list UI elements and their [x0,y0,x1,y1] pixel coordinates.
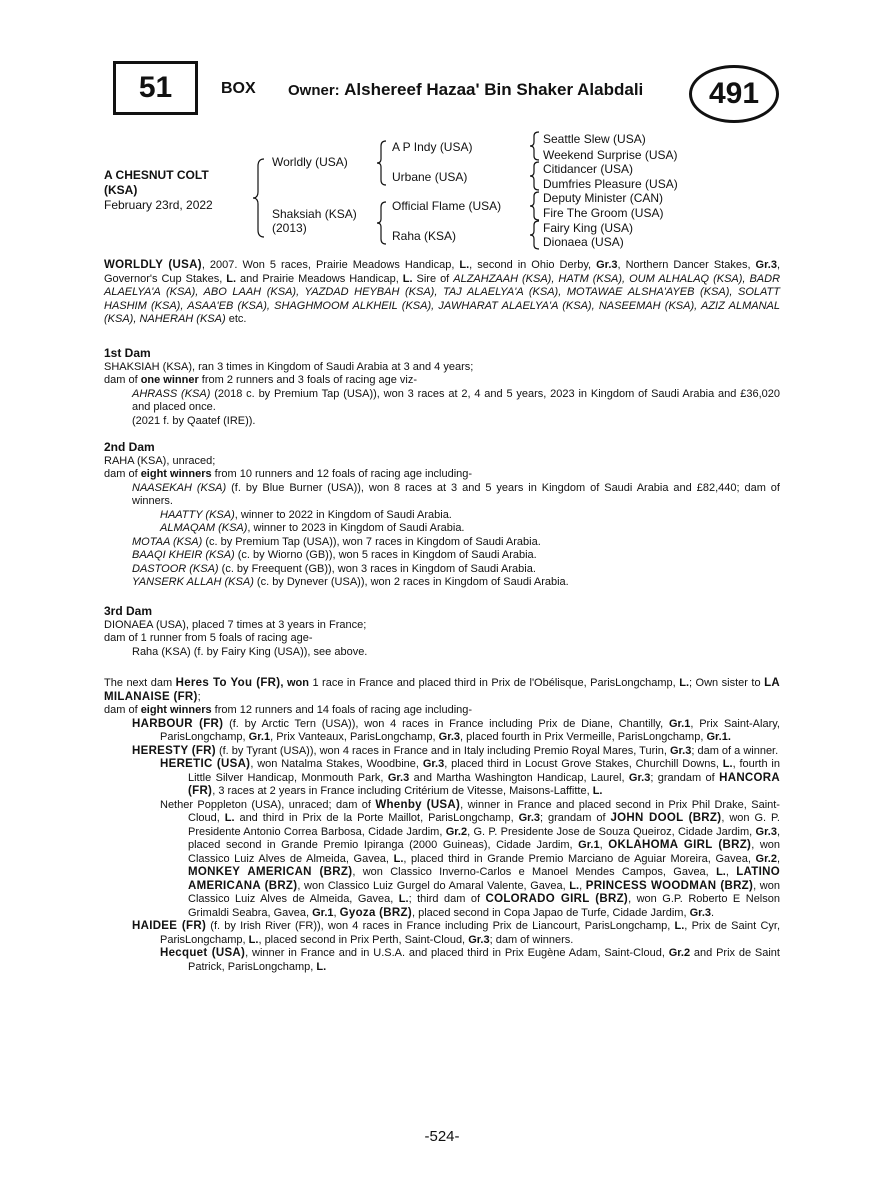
first-dam-section: 1st Dam SHAKSIAH (KSA), ran 3 times in Kingdom of Saudi Arabia at 3 and 4 years; dam of one winner from 2 runners and 3 foals of racing age viz- AHRASS (KSA) (2018 c. by Premium Tap (USA)), won 3 races at 2, 4 and 5 years, 2023 in Kingdom of Saudi Arabia and £36,020 and placed once. (2021 f. by Qaatef (IRE)). [104,346,780,427]
subject-country: (KSA) [104,183,138,197]
hecquet-entry: Hecquet (USA), winner in France and in U.S.A. and placed third in Prix Eugène Adam, Saint-Cloud, Gr.2 and Prix de Saint Patrick, ParisLongchamp, L. [160,947,780,973]
pedigree-g3-3: Citidancer (USA) [543,162,634,176]
pedigree-brace-5 [529,161,541,191]
pedigree-g3-1: Seattle Slew (USA) [543,132,646,146]
heretic-entry: HERETIC (USA), won Natalma Stakes, Woodbine, Gr.3, placed third in Locust Grove Stakes, Churchill Downs, L., fourth in Little Silver Handicap, Monmouth Park, Gr.3 and Martha Washington Handicap, Laurel, Gr.3; grandam of HANCORA (FR), 3 races at 2 years in France including Critérium de Vitesse, Maisons-Laffitte, L. [160,758,780,797]
pedigree-g3-8: Dionaea (USA) [543,235,624,249]
pedigree-brace-3 [376,201,388,245]
pedigree-brace-2 [376,140,388,186]
second-dam-section: 2nd Dam RAHA (KSA), unraced; dam of eight winners from 10 runners and 12 foals of racing age including- NAASEKAH (KSA) (f. by Blue Burner (USA)), won 8 races at 3 and 5 years in Kingdom of Saudi Arabia and £82,440; dam of winners. HAATTY (KSA), winner to 2022 in Kingdom of Saudi Arabia. ALMAQAM (KSA), winner to 2023 in Kingdom of Saudi Arabia. MOTAA (KSA) (c. by Premium Tap (USA)), won 7 races in Kingdom of Saudi Arabia. BAAQI KHEIR (KSA) (c. by Wiorno (GB)), won 5 races in Kingdom of Saudi Arabia. DASTOOR (KSA) (c. by Freequent (GB)), won 3 races in Kingdom of Saudi Arabia. YANSERK ALLAH (KSA) (c. by Dynever (USA)), won 2 races in Kingdom of Saudi Arabia. [104,440,780,588]
haidee-entry: HAIDEE (FR) (f. by Irish River (FR)), won 4 races in France including Prix de Liancourt, ParisLongchamp, L., Prix de Saint Cyr, ParisLongchamp, L., placed second in Prix Perth, Saint-Cloud, Gr.3; dam of winners. [132,920,781,946]
owner-name: Alshereef Hazaa' Bin Shaker Alabdali [344,80,644,99]
third-dam-section: 3rd Dam DIONAEA (USA), placed 7 times at 3 years in France; dam of 1 runner from 5 foals of racing age- Raha (KSA) (f. by Fairy King (USA)), see above. [104,605,780,659]
lot-number: 51 [138,71,173,104]
pedigree-sire: Worldly (USA) [272,155,348,169]
third-dam-heading: 3rd Dam [104,604,153,618]
first-dam-heading: 1st Dam [104,346,151,360]
subject-foaled: February 23rd, 2022 [104,198,213,212]
heresty-entry: HERESTY (FR) (f. by Tyrant (USA)), won 4 races in France and in Italy including Premio Royal Mares, Turin, Gr.3; dam of a winner. [132,744,779,757]
pedigree-brace-6 [529,191,541,221]
sire-progeny: ALZAHZAAH (KSA), HATM (KSA), OUM ALHALAQ (KSA), BADR ALAELYA'A (KSA), ABO LAAH (KSA), YAZDAD HEYBAH (KSA), TAJ ALAELYA'A (KSA), MOTAWAE ALSHA'AYEB (KSA), SOLATT HASHIM (KSA), ASAA'EB (KSA), SHAGHMOOM ALKHEIL (KSA), JAWHARAT ALAELYA'A (KSA), NASEEMAH (KSA), AZIZ ALMANAL (KSA), NAHERAH (KSA) [104,272,781,325]
owner-prefix: Owner: [288,82,340,99]
pedigree-g3-4: Dumfries Pleasure (USA) [543,177,678,191]
next-dam-section: The next dam Heres To You (FR), won 1 race in France and placed third in Prix de l'Obélisque, ParisLongchamp, L.; Own sister to LA MILANAISE (FR); dam of eight winners from 12 runners and 14 foals of racing age including- HARBOUR (FR) (f. by Arctic Tern (USA)), won 4 races in France including Prix de Diane, Chantilly, Gr.1, Prix Saint-Alary, ParisLongchamp, Gr.1, Prix Vanteaux, ParisLongchamp, Gr.3, placed fourth in Prix Vermeille, ParisLongchamp, Gr.1. HERESTY (FR) (f. by Tyrant (USA)), won 4 races in France and in Italy including Premio Royal Mares, Turin, Gr.3; dam of a winner. HERETIC (USA), won Natalma Stakes, Woodbine, Gr.3, placed third in Locust Grove Stakes, Churchill Downs, L., fourth in Little Silver Handicap, Monmouth Park, Gr.3 and Martha Washington Handicap, Laurel, Gr.3; grandam of HANCORA (FR), 3 races at 2 years in France including Critérium de Vitesse, Maisons-Laffitte, L. Nether Poppleton (USA), unraced; dam of Whenby (USA), winner in France and placed second in Prix Phil Drake, Saint-Cloud, L. and third in Prix de la Porte Maillot, ParisLongchamp, Gr.3; grandam of JOHN DOOL (BRZ), won G. P. Presidente Antonio Correa Barbosa, Cidade Jardim, Gr.2, G. P. Presidente Jose de Souza Queiroz, Cidade Jardim, Gr.3, placed second in Grande Premio Ipiranga (2000 Guineas), Cidade Jardim, Gr.1, OKLAHOMA GIRL (BRZ), won Classico Luiz Alves de Almeida, Gavea, L., placed third in Grande Premio Marciano de Aguiar Moreira, Gavea, Gr.2, MONKEY AMERICAN (BRZ), won Classico Inverno-Carlos e Manoel Mendes Campos, Gavea, L., LATINO AMERICANA (BRZ), won Classico Luiz Gurgel do Amaral Valente, Gavea, L., PRINCESS WOODMAN (BRZ), won Classico Luiz Alves de Almeida, Gavea, L.; third dam of COLORADO GIRL (BRZ), won G.P. Roberto E Nelson Grimaldi Seabra, Gavea, Gr.1, Gyoza (BRZ), placed second in Copa Japao de Turfe, Cidade Jardim, Gr.3. HAIDEE (FR) (f. by Irish River (FR)), won 4 races in France including Prix de Liancourt, ParisLongchamp, L., Prix de Saint Cyr, ParisLongchamp, L., placed second in Prix Perth, Saint-Cloud, Gr.3; dam of winners. Hecquet (USA), winner in France and in U.S.A. and placed third in Prix Eugène Adam, Saint-Cloud, Gr.2 and Prix de Saint Patrick, ParisLongchamp, L. [104,677,781,973]
lot-number-box [113,61,198,115]
box-label: BOX [221,80,256,97]
sire-name: WORLDLY (USA) [104,259,202,271]
second-dam-heading: 2nd Dam [104,440,155,454]
pedigree-dam-sire: Official Flame (USA) [392,199,502,213]
pedigree-dam-dam: Raha (KSA) [392,229,457,243]
pedigree-brace-4 [529,131,541,161]
owner-line [288,80,643,100]
pedigree-sire-dam: Urbane (USA) [392,170,468,184]
sire-paragraph: WORLDLY (USA), 2007. Won 5 races, Prairie Meadows Handicap, L., second in Ohio Derby, Gr.3, Northern Dancer Stakes, Gr.3, Governor's Cup Stakes, L. and Prairie Meadows Handicap, L. Sire of ALZAHZAAH (KSA), HATM (KSA), OUM ALHALAQ (KSA), BADR ALAELYA'A (KSA), ABO LAAH (KSA), YAZDAD HEYBAH (KSA), TAJ ALAELYA'A (KSA), MOTAWAE ALSHA'AYEB (KSA), SOLATT HASHIM (KSA), ASAA'EB (KSA), SHAGHMOOM ALKHEIL (KSA), JAWHARAT ALAELYA'A (KSA), NASEEMAH (KSA), AZIZ ALMANAL (KSA), NAHERAH (KSA) etc. [104,259,781,325]
page-reference-oval [689,65,779,123]
subject-title: A CHESNUT COLT [104,168,209,182]
page-number: -524- [424,1128,460,1145]
pedigree-g3-2: Weekend Surprise (USA) [543,148,678,162]
pedigree-brace-1 [252,158,266,238]
nether-poppleton-entry: Nether Poppleton (USA), unraced; dam of Whenby (USA), winner in France and placed second in Prix Phil Drake, Saint-Cloud, L. and third in Prix de la Porte Maillot, ParisLongchamp, Gr.3; grandam of JOHN DOOL (BRZ), won G. P. Presidente Antonio Correa Barbosa, Cidade Jardim, Gr.2, G. P. Presidente Jose de Souza Queiroz, Cidade Jardim, Gr.3, placed second in Grande Premio Ipiranga (2000 Guineas), Cidade Jardim, Gr.1, OKLAHOMA GIRL (BRZ), won Classico Luiz Alves de Almeida, Gavea, L., placed third in Grande Premio Marciano de Aguiar Moreira, Gavea, Gr.2, MONKEY AMERICAN (BRZ), won Classico Inverno-Carlos e Manoel Mendes Campos, Gavea, L., LATINO AMERICANA (BRZ), won Classico Luiz Gurgel do Amaral Valente, Gavea, L., PRINCESS WOODMAN (BRZ), won Classico Luiz Alves de Almeida, Gavea, L.; third dam of COLORADO GIRL (BRZ), won G.P. Roberto E Nelson Grimaldi Seabra, Gavea, Gr.1, Gyoza (BRZ), placed second in Copa Japao de Turfe, Cidade Jardim, Gr.3. [160,798,780,919]
page-reference: 491 [708,77,760,110]
pedigree-dam: Shaksiah (KSA) [272,207,357,221]
pedigree-brace-7 [529,220,541,250]
pedigree-sire-sire: A P Indy (USA) [392,140,473,154]
pedigree-dam-year: (2013) [272,221,307,235]
pedigree-g3-6: Fire The Groom (USA) [543,206,664,220]
pedigree-g3-5: Deputy Minister (CAN) [543,191,664,205]
harbour-entry: HARBOUR (FR) (f. by Arctic Tern (USA)), won 4 races in France including Prix de Diane, Chantilly, Gr.1, Prix Saint-Alary, ParisLongchamp, Gr.1, Prix Vanteaux, ParisLongchamp, Gr.3, placed fourth in Prix Vermeille, ParisLongchamp, Gr.1. [132,717,780,743]
pedigree-g3-7: Fairy King (USA) [543,221,634,235]
